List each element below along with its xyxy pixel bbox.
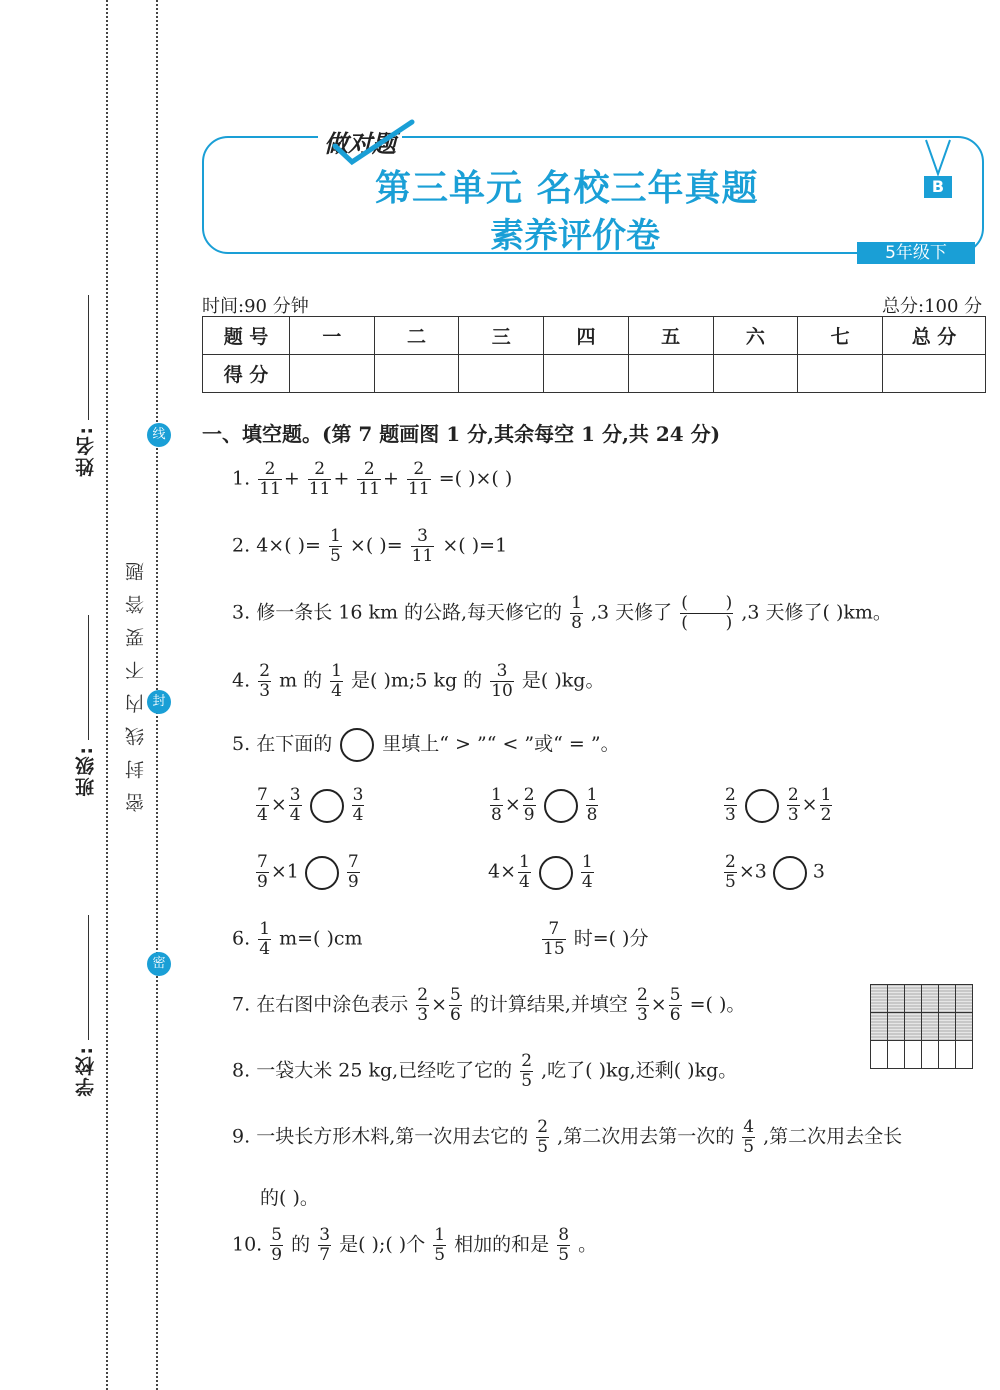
fraction: $\frac{3}{10}$ xyxy=(491,661,513,701)
compare-item: $\frac{2}{3}$ $\frac{2}{3}$ × $\frac{1}{2}$ xyxy=(725,785,832,825)
compare-circle[interactable] xyxy=(539,856,573,890)
dotted-cut-line-outer xyxy=(106,0,108,1390)
version-badge: B xyxy=(924,176,952,198)
school-label: 学校: xyxy=(75,1045,97,1097)
score-input[interactable] xyxy=(374,355,459,393)
class-underline xyxy=(88,615,89,740)
compare-circle[interactable] xyxy=(773,856,807,890)
score-input[interactable] xyxy=(459,355,544,393)
fraction: $\frac{2}{11}$ xyxy=(259,459,281,499)
seal-secret-badge: 密 xyxy=(147,952,171,976)
answer-blanks[interactable]: 是( );( )个 xyxy=(339,1233,426,1256)
question-4 xyxy=(232,662,604,701)
compare-circle[interactable] xyxy=(310,789,344,823)
table-cell: 六 xyxy=(713,317,798,355)
no-answer-warning: 密封线内不要答题 xyxy=(125,548,147,812)
question-text: 修一条长 16 km 的公路,每天修它的 xyxy=(256,601,563,624)
answer-blanks[interactable]: ×( )=1 xyxy=(442,534,508,557)
answer-blanks[interactable]: ,吃了( )kg,还剩( )kg。 xyxy=(541,1059,738,1082)
compare-item: $\frac{1}{8}$ × $\frac{2}{9}$ $\frac{1}{8}$ xyxy=(491,785,598,825)
score-input[interactable] xyxy=(798,355,883,393)
fraction: $\frac{2}{11}$ xyxy=(358,459,381,499)
question-number: 2. xyxy=(232,534,251,557)
score-table-header-row xyxy=(203,317,986,355)
compare-circle[interactable] xyxy=(544,789,578,823)
question-9-cont xyxy=(260,1183,319,1210)
page-title: 第三单元 名校三年真题 xyxy=(375,168,759,209)
answer-blanks[interactable]: 是( )m;5 kg 的 xyxy=(351,669,483,692)
table-cell: 题 号 xyxy=(203,317,290,355)
score-input[interactable] xyxy=(290,355,375,393)
question-number: 3. xyxy=(232,601,251,624)
score-table xyxy=(202,316,986,393)
seal-line-badge: 线 xyxy=(147,423,171,447)
table-cell: 得 分 xyxy=(203,355,290,393)
fraction: $\frac{7}{15}$ xyxy=(543,919,565,959)
question-number: 7. xyxy=(232,993,251,1016)
exam-time: 时间:90 分钟 xyxy=(202,296,309,317)
question-text: 。 xyxy=(578,1233,598,1256)
question-3 xyxy=(232,594,892,633)
fraction: $\frac{1}{8}$ xyxy=(571,593,582,633)
fraction: $\frac{1}{5}$ xyxy=(330,526,341,566)
answer-blanks[interactable]: ×( )= xyxy=(349,534,403,557)
question-8: 8. 一袋大米 25 kg,已经吃了它的 $\frac{2}{5}$ ,吃了( )kg,还剩( )kg。 xyxy=(232,1051,738,1091)
answer-blanks[interactable]: 是( )kg。 xyxy=(521,669,605,692)
circle-icon xyxy=(340,728,374,762)
question-text: ,3 天修了 xyxy=(590,601,673,624)
answer-blanks[interactable]: m=( )cm xyxy=(279,927,363,950)
school-underline xyxy=(88,915,89,1040)
name-underline xyxy=(88,295,89,420)
fraction: $\frac{3}{11}$ xyxy=(411,526,434,566)
score-table-score-row xyxy=(203,355,986,393)
question-text: 相加的和是 xyxy=(454,1233,550,1256)
score-input[interactable] xyxy=(544,355,629,393)
question-number: 8. xyxy=(232,1059,251,1082)
page-subtitle: 素养评价卷 xyxy=(490,216,660,256)
fraction: $\frac{1}{4}$ xyxy=(259,919,271,959)
compare-item: 4× $\frac{1}{4}$ $\frac{1}{4}$ xyxy=(488,852,593,892)
answer-blanks[interactable]: =( )×( ) xyxy=(438,467,513,490)
class-label: 班级: xyxy=(75,745,97,797)
question-number: 6. xyxy=(232,927,251,950)
compare-item: $\frac{7}{9}$ ×1 $\frac{7}{9}$ xyxy=(257,852,359,892)
table-cell: 三 xyxy=(459,317,544,355)
question-text: 一袋大米 25 kg,已经吃了它的 xyxy=(256,1059,513,1082)
answer-blanks[interactable]: ,3 天修了( )km。 xyxy=(741,601,892,624)
shading-grid[interactable] xyxy=(870,984,973,1069)
question-9: 9. 一块长方形木料,第一次用去它的 $\frac{2}{5}$ ,第二次用去第一次的 $\frac{4}{5}$ ,第二次用去全长 xyxy=(232,1117,903,1157)
question-5 xyxy=(232,728,620,762)
fraction: $\frac{1}{4}$ xyxy=(331,661,342,701)
compare-circle[interactable] xyxy=(305,856,339,890)
table-cell: 五 xyxy=(628,317,713,355)
grade-badge: 5年级下 xyxy=(857,242,975,264)
brand-logo: 做对题 xyxy=(318,124,402,159)
question-text: 在右图中涂色表示 xyxy=(256,993,409,1016)
fraction: $\frac{2}{11}$ xyxy=(308,459,331,499)
question-number: 1. xyxy=(232,467,251,490)
question-text: 的计算结果,并填空 xyxy=(469,993,628,1016)
question-number: 9. xyxy=(232,1125,251,1148)
section-title: 一、填空题。(第 7 题画图 1 分,其余每空 1 分,共 24 分) xyxy=(202,422,721,446)
score-input[interactable] xyxy=(628,355,713,393)
question-7: 7. 在右图中涂色表示 $\frac{2}{3}$ × $\frac{5}{6}$ 的计算结果,并填空 $\frac{2}{3}$ × $\frac{5}{6}$ =( )。 xyxy=(232,985,746,1025)
question-1: 1. $\frac{2}{11}$ + $\frac{2}{11}$ + $\frac{2}{11}$ + $\frac{2}{11}$ =( )×( ) xyxy=(232,459,513,499)
question-10: 10. $\frac{5}{9}$ 的 $\frac{3}{7}$ 是( );( )个 $\frac{1}{5}$ 相加的和是 $\frac{8}{5}$ 。 xyxy=(232,1225,598,1265)
answer-blanks[interactable]: 时=( )分 xyxy=(573,927,649,950)
score-input[interactable] xyxy=(883,355,986,393)
question-text: ,第二次用去全长 xyxy=(763,1125,903,1148)
question-text: 里填上“ > ”“ < ”或“ = ”。 xyxy=(382,733,620,755)
question-2 xyxy=(232,527,507,566)
fraction: $\frac{2}{3}$ xyxy=(259,661,271,701)
table-cell: 一 xyxy=(290,317,375,355)
table-cell: 二 xyxy=(374,317,459,355)
question-number: 10. xyxy=(232,1233,263,1256)
question-6 xyxy=(232,920,363,959)
table-cell: 总 分 xyxy=(883,317,986,355)
compare-item: $\frac{2}{5}$ ×3 3 xyxy=(725,852,825,892)
exam-total: 总分:100 分 xyxy=(882,296,983,317)
seal-seal-badge: 封 xyxy=(147,690,171,714)
fraction-blank[interactable]: $\frac{( )}{( )}$ xyxy=(681,593,733,633)
answer-blanks[interactable]: 4×( )= xyxy=(256,534,321,557)
question-number: 5. xyxy=(232,733,251,755)
compare-circle[interactable] xyxy=(745,789,779,823)
answer-blanks[interactable]: =( )。 xyxy=(689,993,746,1016)
table-cell: 四 xyxy=(544,317,629,355)
answer-blanks[interactable]: 的( )。 xyxy=(260,1187,319,1209)
question-text: 一块长方形木料,第一次用去它的 xyxy=(256,1125,529,1148)
score-input[interactable] xyxy=(713,355,798,393)
question-6b xyxy=(540,920,648,959)
compare-item: $\frac{7}{4}$ × $\frac{3}{4}$ $\frac{3}{4}$ xyxy=(257,785,364,825)
question-text: 在下面的 xyxy=(256,733,333,755)
question-text: 的 xyxy=(291,1233,311,1256)
table-cell: 七 xyxy=(798,317,883,355)
hanging-tag-icon xyxy=(918,138,958,178)
question-text: ,第二次用去第一次的 xyxy=(557,1125,735,1148)
fraction: $\frac{2}{11}$ xyxy=(408,459,430,499)
question-number: 4. xyxy=(232,669,251,692)
name-label: 姓名: xyxy=(75,425,97,477)
question-text: m 的 xyxy=(279,669,323,692)
